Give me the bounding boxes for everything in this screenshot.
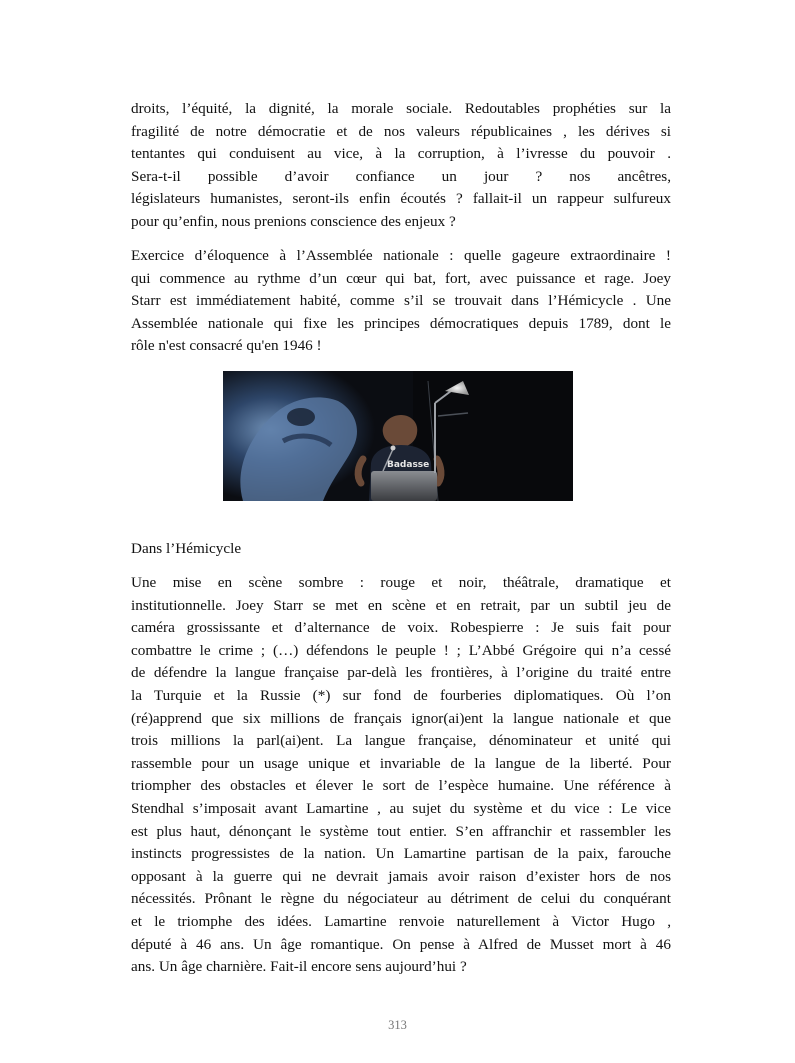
text-line: droits, l’équité, la dignité, la morale sociale. Redoutables prophéties sur la	[131, 100, 671, 117]
stage-photo	[223, 371, 573, 501]
paragraph-3	[131, 572, 671, 979]
text-line: qui commence au rythme d’un cœur qui bat, fort, avec puissance et rage. Joey	[131, 269, 671, 287]
text-line: Exercice d’éloquence à l’Assemblée nationale : quelle gageure extraordinaire !	[131, 247, 671, 264]
text-line: institutionnelle. Joey Starr se met en scène et en retrait, par un subtil jeu de	[131, 596, 671, 614]
paragraph-1	[131, 98, 671, 234]
text-line: Stendhal s’imposait avant Lamartine , au sujet du système et du vice : Le vice	[131, 799, 671, 817]
text-line: la Turquie et la Russie (*) sur fond de fourberies diplomatiques. Où l’on	[131, 686, 671, 704]
text-line: Assemblée nationale qui fixe les principes démocratiques depuis 1789, dont le	[131, 314, 671, 332]
text-line: est plus haut, dénonçant le système tout entier. S’en affranchir et rassembler les	[131, 822, 671, 840]
text-line: instincts progressistes de la nation. Un Lamartine partisan de la paix, farouche	[131, 845, 671, 863]
text-line: rôle n'est consacré qu'en 1946 !	[131, 337, 322, 355]
text-line: et le triomphe des idées. Lamartine renvoie naturellement à Victor Hugo ,	[131, 912, 671, 930]
text-line: Starr est immédiatement habité, comme s’il se trouvait dans l’Hémicycle . Une	[131, 292, 671, 310]
paragraph-2	[131, 245, 671, 358]
text-line: trois millions la parl(ai)ent. La langue française, dénominateur et unité qui	[131, 732, 671, 750]
section-heading: Dans l’Hémicycle	[131, 540, 242, 557]
text-line: Sera-t-il possible d’avoir confiance un jour ? nos ancêtres,	[131, 167, 671, 185]
text-line: député à 46 ans. Un âge romantique. On pense à Alfred de Musset mort à 46	[131, 935, 671, 953]
text-line: tentantes qui conduisent au vice, à la corruption, à l’ivresse du pouvoir .	[131, 145, 671, 163]
text-line: nécessités. Prônant le règne du négociateur au détriment de celui du conquérant	[131, 890, 671, 908]
page-number: 313	[388, 1018, 407, 1032]
text-line: (ré)apprend que six millions de français ignor(ai)ent la langue nationale et que	[131, 709, 671, 727]
text-line: ans. Un âge charnière. Fait-il encore sens aujourd’hui ?	[131, 958, 467, 976]
text-line: triompher des obstacles et élever le sort de l’espèce humaine. Une référence à	[131, 777, 671, 795]
shirt-text: Badasse	[387, 460, 430, 470]
text-line: Une mise en scène sombre : rouge et noir, théâtrale, dramatique et	[131, 574, 671, 591]
text-line: caméra grossissante et d’alternance de voix. Robespierre : Je suis fait pour	[131, 619, 671, 637]
text-line: législateurs humanistes, seront-ils enfin écoutés ? fallait-il un rappeur sulfureux	[131, 190, 671, 208]
text-line: fragilité de notre démocratie et de nos valeurs républicaines , les dérives si	[131, 122, 671, 140]
text-line: de défendre la langue française par-delà les frontières, à l’origine du traité entre	[131, 664, 671, 682]
text-line: rassemble pour un usage unique et invariable de la langue de la liberté. Pour	[131, 754, 671, 772]
text-line: opposant à la guerre qui ne devrait jamais avoir raison d’exister hors de nos	[131, 867, 671, 885]
text-line: pour qu’enfin, nous prenions conscience des enjeux ?	[131, 212, 456, 230]
text-line: combattre le crime ; (…) défendons le peuple ! ; L’Abbé Grégoire qui n’a cessé	[131, 641, 671, 659]
